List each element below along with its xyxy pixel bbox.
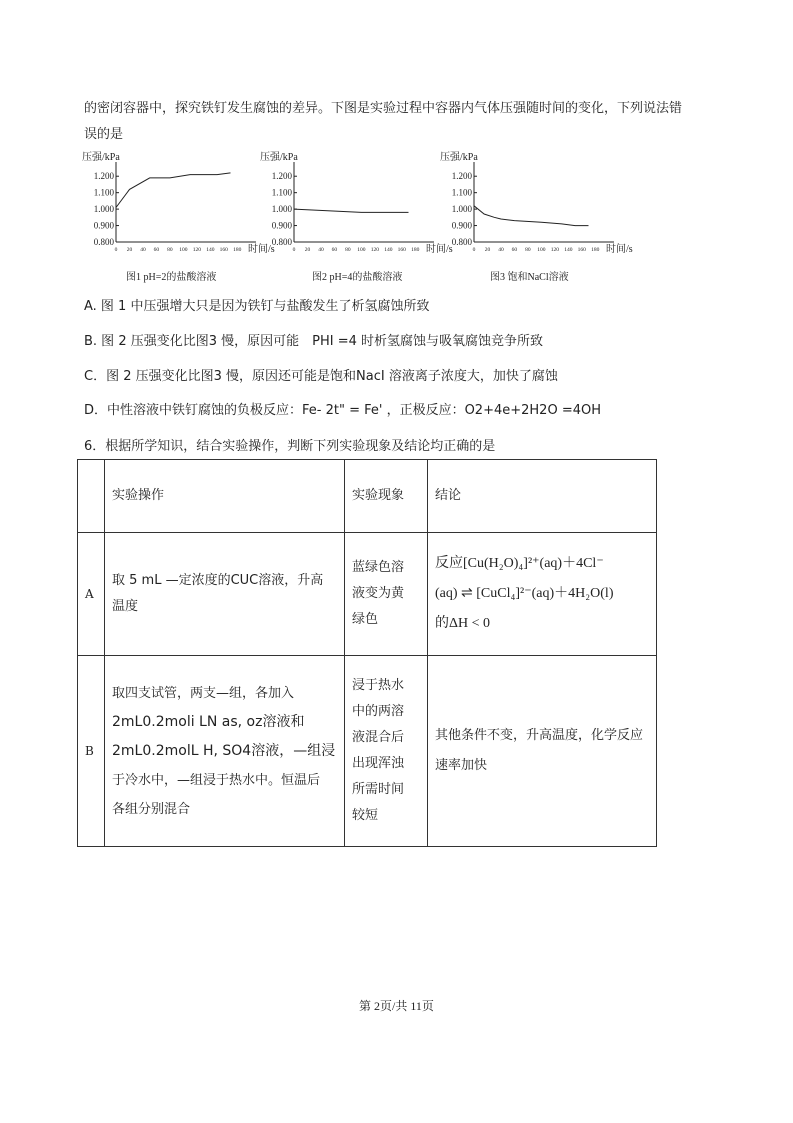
question-6-stem: 6．根据所学知识，结合实验操作，判断下列实验现象及结论均正确的是 <box>84 439 496 454</box>
y-tick-label: 1.000 <box>271 204 292 215</box>
chart-2-svg <box>260 148 453 258</box>
x-tick-label: 100 <box>537 247 546 253</box>
table-row-a <box>78 533 657 656</box>
y-tick-label: 1.100 <box>451 187 472 198</box>
x-tick-label: 20 <box>484 247 491 253</box>
x-tick-label: 160 <box>397 247 406 253</box>
x-tick-label: 40 <box>498 247 504 253</box>
x-tick-label: 80 <box>345 247 351 253</box>
row-b-op-line: 2mL0.2moli LN as, oz溶液和 <box>112 713 305 730</box>
y-tick-label: 1.200 <box>271 171 292 182</box>
x-tick-label: 100 <box>179 247 188 253</box>
row-b-conclusion <box>428 656 657 847</box>
y-tick-label: 1.200 <box>93 171 114 182</box>
chart-3-caption: 图3 饱和NaCl溶液 <box>490 272 569 283</box>
x-axis-label: 时间/s <box>426 244 453 255</box>
y-tick-label: 1.000 <box>451 204 472 215</box>
row-b-op-line: 2mL0.2molL H, SO4溶液，—组浸 <box>112 742 336 759</box>
row-b-phenomenon <box>345 656 428 847</box>
y-tick-label: 1.000 <box>93 204 114 215</box>
option-b: B. 图 2 压强变化比图3 慢，原因可能 PHI =4 时析氢腐蚀与吸氧腐蚀竞争所致 <box>84 334 543 349</box>
chart-1-svg <box>82 148 275 258</box>
row-b-operation <box>105 656 345 847</box>
row-a-conclusion <box>428 533 657 656</box>
row-a-ph-line: 蓝绿色溶 <box>352 560 405 575</box>
header-conclusion: 结论 <box>428 460 657 533</box>
x-tick-label: 0 <box>472 247 476 253</box>
chart-1-caption: 图1 pH=2的盐酸溶液 <box>126 272 217 283</box>
x-tick-label: 140 <box>564 247 573 253</box>
row-b-op-line: 取四支试管，两支—组，各加入 <box>112 685 295 701</box>
row-a-operation <box>105 533 345 656</box>
x-tick-label: 80 <box>167 247 173 253</box>
experiment-table <box>77 459 657 847</box>
x-tick-label: 0 <box>114 247 118 253</box>
x-tick-label: 0 <box>292 247 296 253</box>
row-b-ph-line: 出现浑浊 <box>352 756 405 771</box>
header-phenomenon: 实验现象 <box>345 460 428 533</box>
row-a-c-line: (aq) ⇌ [CuCl₄]²⁻(aq)＋4H₂O(l) <box>435 586 614 601</box>
table-row-b <box>78 656 657 847</box>
row-a-c-line: 的ΔH < 0 <box>435 616 491 631</box>
x-tick-label: 180 <box>233 247 242 253</box>
x-tick-label: 60 <box>331 247 338 253</box>
chart-3-svg <box>440 148 633 258</box>
row-a-phenomenon <box>345 533 428 656</box>
x-tick-label: 160 <box>577 247 586 253</box>
page-footer: 第 2页/共 11页 <box>359 999 434 1013</box>
header-label-cell <box>78 460 105 533</box>
chart-1 <box>82 148 275 262</box>
x-tick-label: 80 <box>525 247 531 253</box>
x-tick-label: 20 <box>304 247 311 253</box>
y-tick-label: 1.100 <box>271 187 292 198</box>
y-tick-label: 0.800 <box>451 237 472 247</box>
series-line <box>116 173 231 208</box>
y-tick-label: 0.900 <box>93 220 114 231</box>
y-axis-label: 压强/kPa <box>82 152 120 163</box>
row-a-ph-line: 液变为黄 <box>352 586 405 601</box>
row-a-ph-line: 绿色 <box>352 612 379 627</box>
row-a-op-line: 温度 <box>112 599 139 614</box>
x-tick-label: 140 <box>384 247 393 253</box>
row-a-label: A <box>78 533 105 656</box>
y-tick-label: 0.800 <box>271 237 292 247</box>
x-tick-label: 120 <box>550 247 559 253</box>
x-tick-label: 100 <box>357 247 366 253</box>
series-line <box>294 209 409 212</box>
row-b-label: B <box>78 656 105 847</box>
y-axis-label: 压强/kPa <box>440 152 478 163</box>
x-tick-label: 180 <box>591 247 600 253</box>
x-tick-label: 40 <box>140 247 146 253</box>
x-tick-label: 120 <box>370 247 379 253</box>
x-tick-label: 60 <box>511 247 518 253</box>
row-b-c-line: 其他条件不变，升高温度，化学反应 <box>435 728 644 743</box>
table-header-row <box>78 460 657 533</box>
x-tick-label: 180 <box>411 247 420 253</box>
x-tick-label: 40 <box>318 247 324 253</box>
row-b-op-line: 各组分别混合 <box>112 801 191 817</box>
row-b-ph-line: 较短 <box>352 808 379 823</box>
row-b-ph-line: 所需时间 <box>352 782 405 797</box>
row-b-op-line: 于冷水中，—组浸于热水中。恒温后 <box>112 772 321 788</box>
chart-3 <box>440 148 633 262</box>
row-b-ph-line: 浸于热水 <box>352 678 405 693</box>
y-axis-label: 压强/kPa <box>260 152 298 163</box>
header-operation: 实验操作 <box>105 460 345 533</box>
x-tick-label: 140 <box>206 247 215 253</box>
row-b-c-line: 速率加快 <box>435 758 488 773</box>
row-a-op-line: 取 5 mL —定浓度的CUC溶液，升高 <box>112 573 324 588</box>
intro-line-2: 误的是 <box>84 127 124 142</box>
y-tick-label: 0.800 <box>93 237 114 247</box>
chart-2-caption: 图2 pH=4的盐酸溶液 <box>312 272 403 283</box>
x-tick-label: 160 <box>219 247 228 253</box>
row-a-c-line: 反应[Cu(H₂O)₄]²⁺(aq)＋4Cl⁻ <box>435 556 604 571</box>
chart-2 <box>260 148 453 262</box>
row-b-ph-line: 中的两溶 <box>352 704 405 719</box>
x-axis-label: 时间/s <box>248 244 275 255</box>
y-tick-label: 0.900 <box>271 220 292 231</box>
series-line <box>474 206 589 226</box>
x-tick-label: 60 <box>153 247 160 253</box>
option-c: C．图 2 压强变化比图3 慢，原因还可能是饱和NacI 溶液离子浓度大，加快了腐蚀 <box>84 369 558 384</box>
x-axis-label: 时间/s <box>606 244 633 255</box>
x-tick-label: 120 <box>192 247 201 253</box>
option-d: D．中性溶液中铁钉腐蚀的负极反应：Fe- 2t" = Fe' ，正极反应：O2+4e+2H2O =4OH <box>84 403 601 418</box>
row-b-ph-line: 液混合后 <box>352 730 405 745</box>
y-tick-label: 1.100 <box>93 187 114 198</box>
option-a: A. 图 1 中压强增大只是因为铁钉与盐酸发生了析氢腐蚀所致 <box>84 299 430 314</box>
y-tick-label: 0.900 <box>451 220 472 231</box>
intro-line-1: 的密闭容器中，探究铁钉发生腐蚀的差异。下图是实验过程中容器内气体压强随时间的变化，下列说法错 <box>84 101 683 116</box>
y-tick-label: 1.200 <box>451 171 472 182</box>
x-tick-label: 20 <box>126 247 133 253</box>
